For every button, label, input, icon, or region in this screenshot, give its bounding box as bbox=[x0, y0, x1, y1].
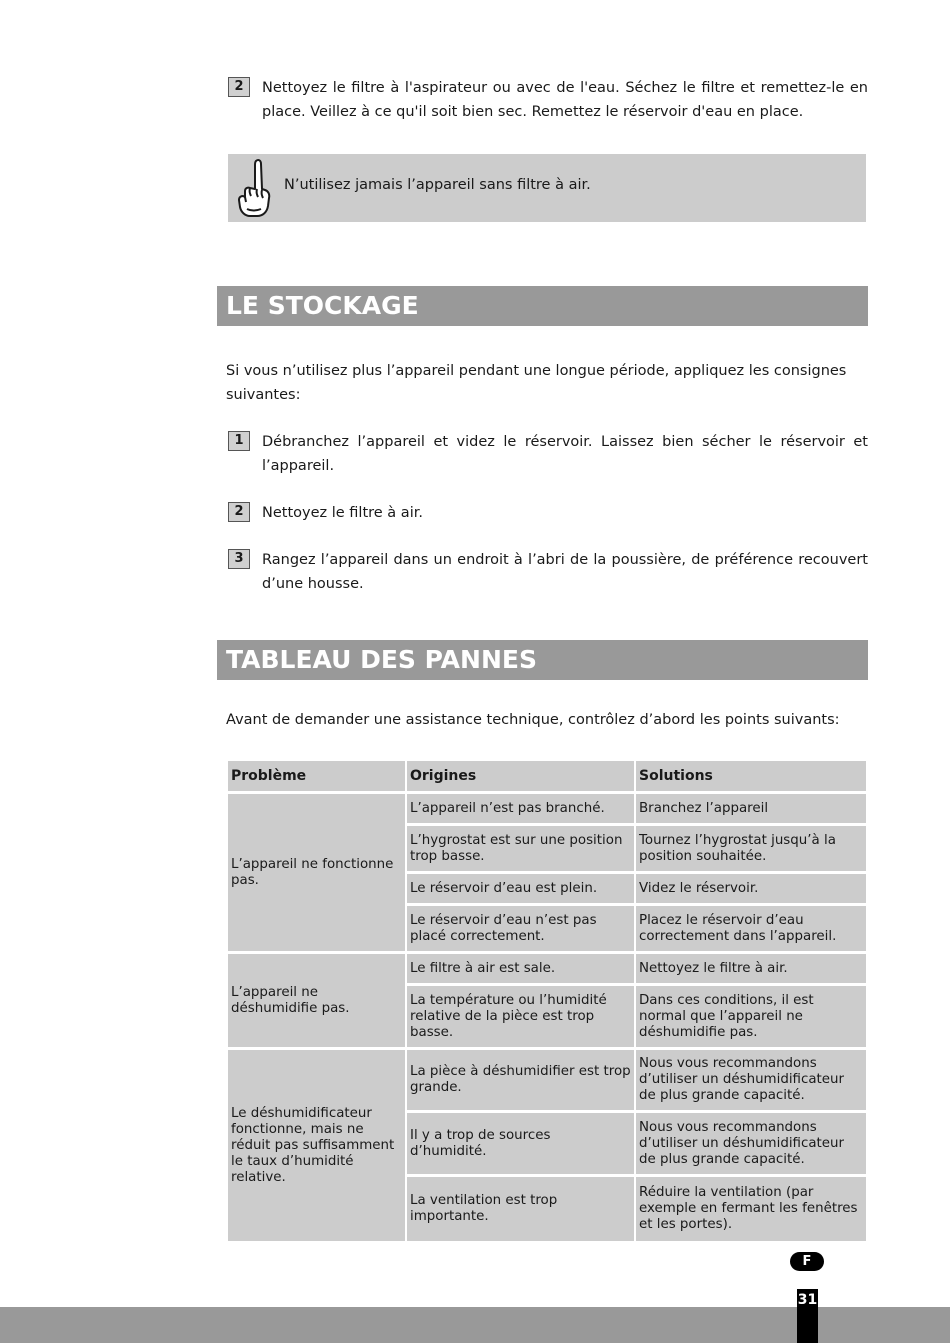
warning-note bbox=[228, 154, 866, 222]
origin-cell: Le filtre à air est sale. bbox=[407, 954, 634, 983]
solution-cell: Réduire la ventilation (par exemple en fermant les fenêtres et les portes). bbox=[636, 1177, 866, 1241]
header-problem: Problème bbox=[228, 761, 405, 791]
solution-cell: Nous vous recommandons d’utiliser un déshumidificateur de plus grande capacité. bbox=[636, 1113, 866, 1174]
origin-cell: L’hygrostat est sur une position trop basse. bbox=[407, 826, 634, 871]
section-title-storage: LE STOCKAGE bbox=[217, 286, 868, 326]
troubleshooting-intro: Avant de demander une assistance technique, contrôlez d’abord les points suivants: bbox=[226, 712, 840, 728]
origin-cell: L’appareil n’est pas branché. bbox=[407, 794, 634, 823]
solution-cell: Nettoyez le filtre à air. bbox=[636, 954, 866, 983]
solution-cell: Tournez l’hygrostat jusqu’à la position souhaitée. bbox=[636, 826, 866, 871]
step-number: 2 bbox=[228, 502, 250, 522]
step-text: Rangez l’appareil dans un endroit à l’abri de la poussière, de préférence recouvert d’une housse. bbox=[262, 552, 868, 592]
origin-cell: Le réservoir d’eau est plein. bbox=[407, 874, 634, 903]
page-number: 31 bbox=[797, 1289, 818, 1343]
step-number: 1 bbox=[228, 431, 250, 451]
header-solutions: Solutions bbox=[636, 761, 866, 791]
step-number: 3 bbox=[228, 549, 250, 569]
pointing-hand-icon bbox=[234, 156, 274, 220]
solution-cell: Branchez l’appareil bbox=[636, 794, 866, 823]
storage-intro: Si vous n’utilisez plus l’appareil pendant une longue période, appliquez les consignes suivantes: bbox=[226, 363, 847, 403]
header-origins: Origines bbox=[407, 761, 634, 791]
solution-cell: Nous vous recommandons d’utiliser un déshumidificateur de plus grande capacité. bbox=[636, 1050, 866, 1110]
language-badge: F bbox=[790, 1252, 824, 1271]
solution-cell: Placez le réservoir d’eau correctement dans l’appareil. bbox=[636, 906, 866, 951]
section-title-troubleshooting: TABLEAU DES PANNES bbox=[217, 640, 868, 680]
problem-cell: Le déshumidificateur fonctionne, mais ne réduit pas suffisamment le taux d’humidité relative. bbox=[228, 1050, 405, 1241]
origin-cell: La température ou l’humidité relative de la pièce est trop basse. bbox=[407, 986, 634, 1047]
step-text: Nettoyez le filtre à air. bbox=[262, 505, 423, 521]
solution-cell: Videz le réservoir. bbox=[636, 874, 866, 903]
origin-cell: La ventilation est trop importante. bbox=[407, 1177, 634, 1241]
step-number: 2 bbox=[228, 77, 250, 97]
step-text: Nettoyez le filtre à l'aspirateur ou avec de l'eau. Séchez le filtre et remettez-le en place. Veillez à ce qu'il soit bien sec. Remettez le réservoir d'eau en place. bbox=[262, 80, 868, 120]
warning-text: N’utilisez jamais l’appareil sans filtre à air. bbox=[284, 177, 591, 193]
step-text: Débranchez l’appareil et videz le réservoir. Laissez bien sécher le réservoir et l’appareil. bbox=[262, 434, 868, 474]
origin-cell: La pièce à déshumidifier est trop grande. bbox=[407, 1050, 634, 1110]
solution-cell: Dans ces conditions, il est normal que l’appareil ne déshumidifie pas. bbox=[636, 986, 866, 1047]
origin-cell: Il y a trop de sources d’humidité. bbox=[407, 1113, 634, 1174]
problem-cell: L’appareil ne déshumidifie pas. bbox=[228, 954, 405, 1047]
origin-cell: Le réservoir d’eau n’est pas placé correctement. bbox=[407, 906, 634, 951]
problem-cell: L’appareil ne fonctionne pas. bbox=[228, 794, 405, 951]
